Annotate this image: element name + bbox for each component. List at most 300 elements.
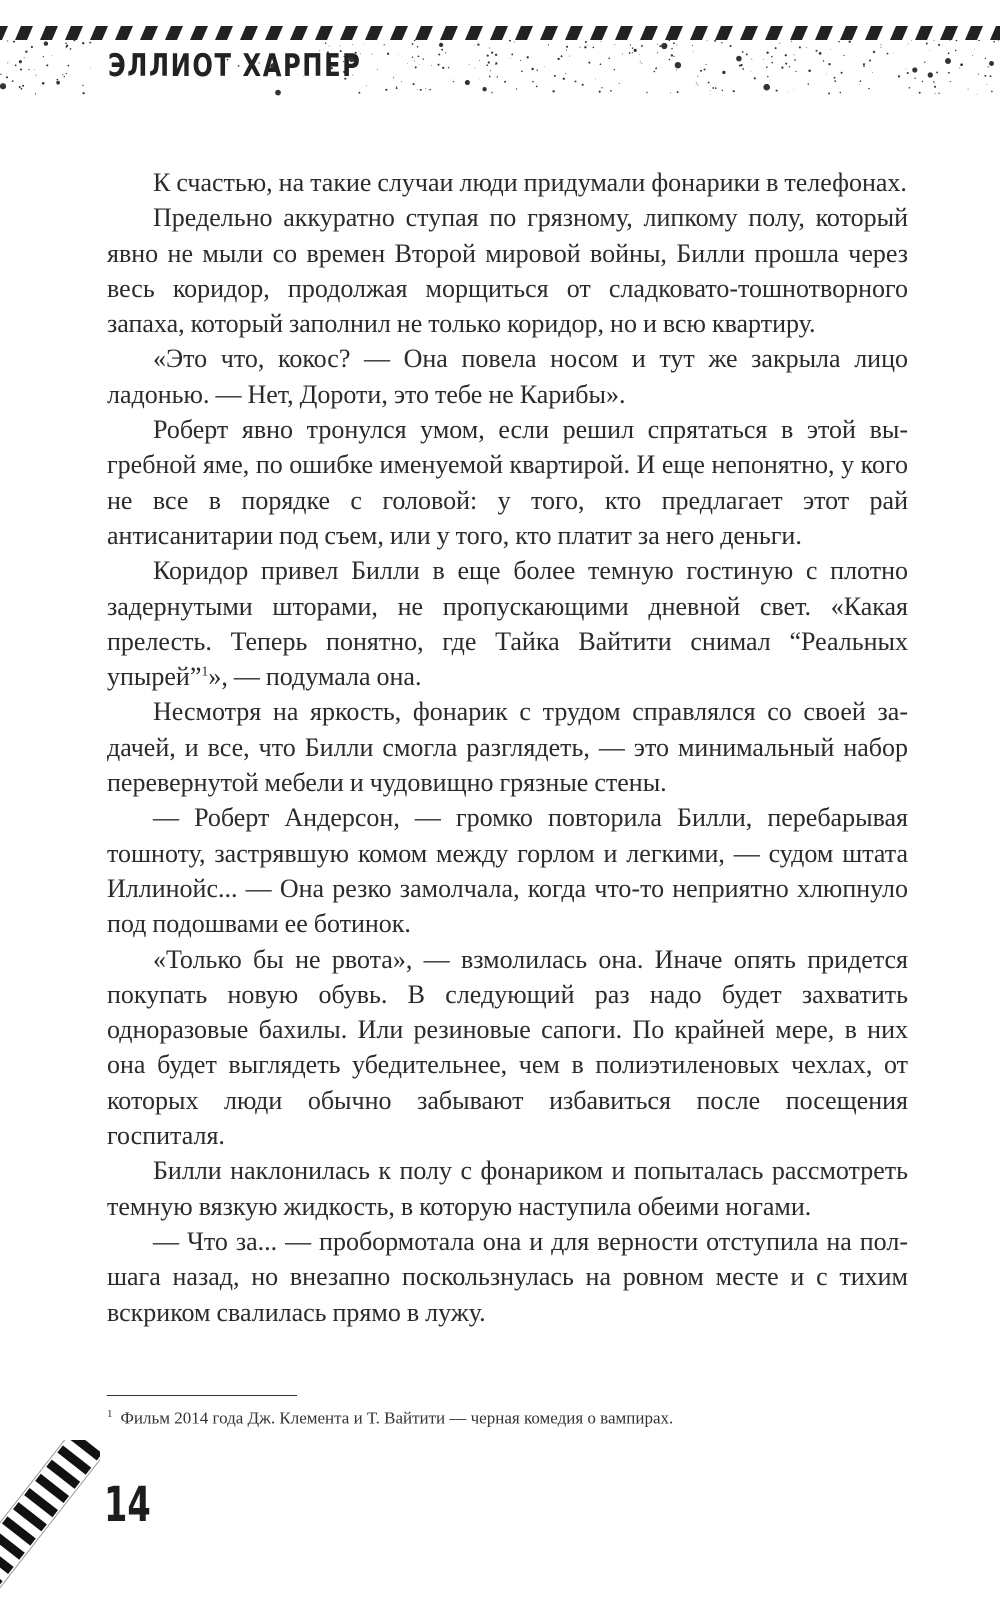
speckle: [527, 56, 529, 58]
speckle: [955, 50, 957, 52]
paragraph: Билли наклонилась к полу с фонариком и попыталась рассмотреть темную вязкую жидкость, в которую наступила обеими ногами.: [107, 1156, 908, 1221]
speckle: [799, 46, 801, 48]
speckle: [641, 63, 642, 64]
speckle: [641, 45, 643, 47]
speckle: [863, 65, 865, 67]
speckle: [477, 43, 479, 45]
speckle: [987, 66, 988, 67]
speckle: [771, 56, 773, 58]
speckle: [795, 71, 796, 72]
body-text: [107, 165, 908, 1330]
speckle: [909, 87, 911, 89]
speckle: [710, 94, 711, 95]
speckle: [742, 51, 744, 53]
speckle: [972, 55, 973, 56]
speckle: [661, 67, 662, 68]
speckle: [585, 41, 587, 43]
speckle: [722, 71, 725, 74]
speckle: [675, 62, 681, 68]
speckle: [20, 68, 22, 70]
speckle: [808, 70, 811, 73]
speckle: [377, 69, 378, 70]
speckle: [673, 42, 675, 44]
stripe-segment: [65, 26, 83, 40]
speckle: [989, 61, 994, 66]
speckle: [828, 92, 830, 94]
speckle: [358, 92, 360, 94]
speckle: [364, 44, 365, 45]
speckle: [396, 86, 397, 87]
speckle: [671, 48, 672, 49]
speckle: [504, 81, 506, 83]
footnote-marker: 1: [107, 1408, 113, 1420]
stripe-segment: [940, 26, 958, 40]
speckle: [497, 76, 498, 77]
speckle: [872, 72, 873, 73]
speckle: [788, 91, 789, 92]
speckle: [929, 50, 930, 51]
speckle: [766, 66, 768, 68]
speckle: [7, 62, 8, 63]
speckle: [82, 42, 84, 44]
speckle: [425, 88, 426, 89]
corner-hazard-tape: [0, 1440, 100, 1600]
stripe-segment: [290, 26, 308, 40]
speckle: [68, 65, 70, 67]
speckle: [646, 92, 647, 93]
speckle: [630, 44, 631, 45]
speckle: [601, 87, 602, 88]
speckle: [751, 59, 752, 60]
speckle: [785, 54, 787, 56]
speckle: [417, 46, 419, 48]
speckle: [948, 52, 950, 54]
speckle: [486, 64, 488, 66]
speckle: [413, 83, 415, 85]
speckle: [670, 92, 671, 93]
speckle: [763, 84, 770, 91]
speckle: [52, 55, 53, 56]
speckle: [742, 68, 744, 70]
speckle: [70, 48, 72, 50]
speckle: [669, 59, 671, 61]
speckle: [881, 44, 882, 45]
speckle: [714, 40, 716, 42]
speckle: [588, 62, 590, 64]
speckle: [959, 67, 960, 68]
speckle: [828, 63, 830, 65]
speckle: [707, 40, 708, 41]
speckle: [712, 87, 714, 89]
stripe-segment: [890, 26, 908, 40]
speckle: [474, 45, 475, 46]
speckle: [474, 68, 475, 69]
speckle: [401, 81, 402, 82]
speckle: [420, 89, 422, 91]
speckle: [398, 55, 399, 56]
speckle: [13, 41, 15, 43]
speckle: [693, 51, 694, 52]
stripe-segment: [965, 26, 983, 40]
speckle: [898, 75, 900, 77]
speckle: [520, 60, 521, 61]
speckle: [984, 75, 986, 77]
speckle: [531, 68, 533, 70]
speckle: [661, 43, 667, 49]
speckle: [417, 89, 418, 90]
stripe-segment: [990, 26, 1000, 40]
speckle: [911, 40, 912, 41]
speckle: [412, 56, 413, 57]
speckle: [56, 79, 58, 81]
speckle: [656, 67, 657, 68]
speckle: [960, 63, 963, 66]
speckle: [767, 76, 769, 78]
speckle: [521, 70, 523, 72]
speckle: [352, 44, 353, 45]
speckle: [860, 80, 862, 82]
speckle: [420, 64, 421, 65]
speckle: [600, 63, 602, 65]
stripe-segment: [865, 26, 883, 40]
paragraph: Предельно аккуратно ступая по грязному, липкому полу, который явно не мыли со времен Второй мировой войны, Билли прошла через весь коридор, продолжая морщиться от сладковато-тошнотворного запаха, который заполнил не только коридор, но и всю квартиру.: [107, 203, 908, 339]
speckle: [480, 79, 481, 80]
speckle: [978, 74, 979, 75]
stripe-segment: [515, 26, 533, 40]
speckle: [487, 55, 489, 57]
speckle: [407, 63, 408, 64]
speckle: [676, 45, 677, 46]
speckle: [552, 90, 554, 92]
speckle: [66, 45, 68, 47]
speckle: [869, 59, 871, 61]
speckle: [275, 90, 281, 96]
stripe-segment: [490, 26, 508, 40]
speckle: [569, 56, 570, 57]
stripe-segment: [215, 26, 233, 40]
speckle: [610, 90, 612, 92]
speckle: [575, 80, 577, 82]
speckle: [991, 91, 993, 93]
speckle: [73, 40, 75, 41]
speckle: [985, 58, 986, 59]
speckle: [479, 60, 480, 61]
footnote-reference[interactable]: 1: [201, 664, 209, 680]
stripe-segment: [365, 26, 383, 40]
speckle: [671, 54, 673, 56]
speckle: [830, 49, 831, 50]
speckle: [919, 92, 921, 94]
speckle: [19, 60, 22, 63]
speckle: [340, 45, 341, 46]
speckle: [385, 89, 387, 91]
speckle: [469, 64, 470, 65]
speckle: [629, 52, 631, 54]
stripe-segment: [315, 26, 333, 40]
speckle: [893, 53, 894, 54]
speckle: [21, 88, 23, 90]
speckle: [632, 52, 633, 53]
speckle: [654, 71, 656, 73]
stripe-segment: [640, 26, 658, 40]
speckle: [934, 40, 935, 41]
speckle: [823, 60, 824, 61]
speckle: [619, 83, 620, 84]
speckle: [64, 76, 65, 77]
speckle: [12, 80, 14, 82]
speckle: [907, 72, 909, 74]
speckle: [640, 61, 641, 62]
speckle: [442, 67, 444, 69]
speckle: [974, 49, 975, 50]
stripe-segment: [765, 26, 783, 40]
speckle: [998, 40, 999, 41]
speckle: [776, 90, 778, 92]
speckle: [704, 69, 706, 71]
speckle: [677, 91, 679, 93]
speckle: [44, 41, 48, 45]
speckle: [793, 89, 794, 90]
speckle: [968, 89, 969, 90]
speckle: [329, 46, 330, 47]
speckle: [914, 77, 915, 78]
stripe-segment: [0, 26, 8, 40]
speckle: [7, 40, 8, 41]
speckle: [751, 71, 752, 72]
speckle: [614, 44, 615, 45]
speckle: [65, 42, 67, 44]
speckle: [437, 64, 439, 66]
speckle: [372, 54, 373, 55]
speckle: [632, 47, 634, 49]
speckle: [36, 75, 37, 76]
speckle: [536, 86, 538, 88]
page-number: 14: [104, 1477, 151, 1533]
speckle: [453, 81, 454, 82]
speckle: [986, 84, 987, 85]
speckle: [448, 67, 449, 68]
speckle: [584, 46, 586, 48]
speckle: [31, 46, 33, 48]
speckle: [489, 47, 490, 48]
speckle: [978, 40, 980, 41]
footnote-divider: [107, 1395, 297, 1396]
speckle: [697, 84, 698, 85]
stripe-segment: [440, 26, 458, 40]
speckle: [840, 92, 842, 94]
stripe-segment: [15, 26, 33, 40]
stripe-segment: [665, 26, 683, 40]
speckle: [933, 81, 935, 83]
speckle: [673, 56, 674, 57]
speckle: [771, 62, 773, 64]
footnote: [107, 1408, 673, 1429]
speckle: [393, 77, 394, 78]
stripe-segment: [190, 26, 208, 40]
stripe-segment: [40, 26, 58, 40]
speckle: [414, 40, 415, 41]
paragraph: «Это что, кокос? — Она повела носом и тут же закрыла лицо ладонью. — Нет, Дороти, это тебе не Карибы».: [107, 344, 908, 409]
speckle: [561, 55, 563, 57]
speckle: [28, 69, 29, 70]
stripe-segment: [115, 26, 133, 40]
speckle: [873, 52, 874, 53]
paragraph-text: Коридор привел Билли в еще более темную гостиную с плотно задернутыми шторами, не пропускающими дневной свет. «Какая прелесть. Теперь понятно, где Тайка Вайтити снимал “Реальных упырей”: [107, 556, 908, 692]
stripe-segment: [540, 26, 558, 40]
paragraph-text: », — подумала она.: [208, 662, 422, 692]
speckle: [429, 89, 431, 91]
speckle: [634, 49, 637, 52]
speckle: [993, 41, 995, 43]
speckle: [82, 92, 84, 94]
speckle: [563, 78, 565, 80]
speckle: [15, 64, 17, 66]
speckle: [0, 83, 6, 89]
paragraph: К счастью, на такие случаи люди придумали фонарики в телефонах.: [153, 168, 907, 197]
speckle: [715, 87, 717, 89]
stripe-segment: [90, 26, 108, 40]
speckle: [22, 85, 24, 87]
speckle: [779, 43, 780, 44]
stripe-segment: [715, 26, 733, 40]
speckle: [580, 47, 581, 48]
speckle: [936, 71, 938, 73]
speckle: [536, 69, 537, 70]
speckle: [56, 81, 60, 85]
speckle: [849, 41, 851, 43]
speckle: [366, 85, 367, 86]
speckle: [414, 61, 415, 62]
speckle: [608, 58, 610, 60]
speckle: [754, 77, 756, 79]
speckle: [706, 64, 707, 65]
speckle: [949, 40, 950, 41]
speckle: [708, 82, 710, 84]
speckle: [843, 55, 844, 56]
speckle: [990, 75, 992, 77]
stripe-segment: [690, 26, 708, 40]
speckle: [595, 79, 596, 80]
speckle: [497, 64, 498, 65]
speckle: [739, 65, 741, 67]
stripe-segment: [390, 26, 408, 40]
speckle: [491, 52, 493, 54]
speckle: [495, 54, 497, 56]
speckle: [769, 80, 770, 81]
speckle: [465, 80, 470, 85]
stripe-segment: [415, 26, 433, 40]
speckle: [516, 88, 517, 89]
speckle: [938, 44, 940, 46]
speckle: [43, 56, 44, 57]
speckle: [906, 69, 907, 70]
speckle: [544, 66, 545, 67]
speckle: [34, 69, 35, 70]
running-head-author: ЭЛЛИОТ ХАРПЕР: [108, 48, 362, 84]
speckle: [834, 80, 836, 82]
speckle: [945, 58, 951, 64]
stripe-segment: [615, 26, 633, 40]
speckle: [676, 69, 677, 70]
speckle: [600, 41, 601, 42]
speckle: [692, 45, 693, 46]
speckle: [566, 46, 568, 48]
speckle: [700, 70, 702, 72]
speckle: [488, 61, 490, 63]
speckle: [384, 44, 385, 45]
paragraph-with-footnote-ref: [107, 553, 908, 694]
speckle: [926, 43, 928, 45]
speckle: [431, 65, 432, 66]
speckle: [730, 45, 732, 47]
speckle: [733, 90, 735, 92]
speckle: [1, 85, 2, 86]
speckle: [90, 68, 91, 69]
speckle: [25, 51, 27, 53]
speckle: [912, 67, 917, 72]
stripe-segment: [165, 26, 183, 40]
speckle: [657, 44, 658, 45]
speckle: [710, 91, 711, 92]
stripe-segment: [590, 26, 608, 40]
speckle: [441, 49, 443, 51]
speckle: [887, 53, 889, 55]
speckle: [859, 84, 860, 85]
speckle: [794, 55, 795, 56]
speckle: [491, 92, 492, 93]
speckle: [838, 41, 840, 43]
speckle: [775, 47, 777, 49]
speckle: [599, 91, 601, 93]
speckle: [639, 54, 640, 55]
speckle: [614, 69, 615, 70]
stripe-segment: [565, 26, 583, 40]
speckle: [89, 42, 91, 44]
speckle: [657, 52, 658, 53]
speckle: [977, 94, 978, 95]
speckle: [880, 47, 881, 48]
speckle: [794, 59, 796, 61]
speckle: [924, 62, 925, 63]
speckle: [789, 66, 790, 67]
speckle: [746, 53, 748, 55]
speckle: [62, 74, 63, 75]
speckle: [721, 42, 722, 43]
speckle: [819, 52, 822, 55]
speckle: [834, 77, 836, 79]
stripe-segment: [790, 26, 808, 40]
speckle: [935, 93, 936, 94]
footnote-text: Фильм 2014 года Дж. Клемента и Т. Вайтити — черная комедия о вампирах.: [120, 1408, 674, 1428]
speckle: [950, 81, 951, 82]
speckle: [439, 43, 443, 47]
stripe-segment: [740, 26, 758, 40]
speckle: [532, 81, 534, 83]
stripe-segment: [265, 26, 283, 40]
speckle: [806, 47, 807, 48]
speckle: [46, 64, 48, 66]
speckle: [35, 93, 36, 94]
speckle: [42, 82, 45, 85]
paragraph: Роберт явно тронулся умом, если решил спрятаться в этой выгребной яме, по ошибке именуемой квартирой. И еще непонятно, у кого не все в порядке с головой: у того, кто предлагает этот рай антисанитарии под съем, или у того, кто платит за него деньги.: [107, 415, 908, 550]
speckle: [509, 40, 511, 42]
stripe-segment: [915, 26, 933, 40]
stripe-segment: [140, 26, 158, 40]
speckle: [736, 56, 742, 62]
speckle: [938, 93, 939, 94]
speckle: [423, 58, 424, 59]
speckle: [495, 62, 497, 64]
